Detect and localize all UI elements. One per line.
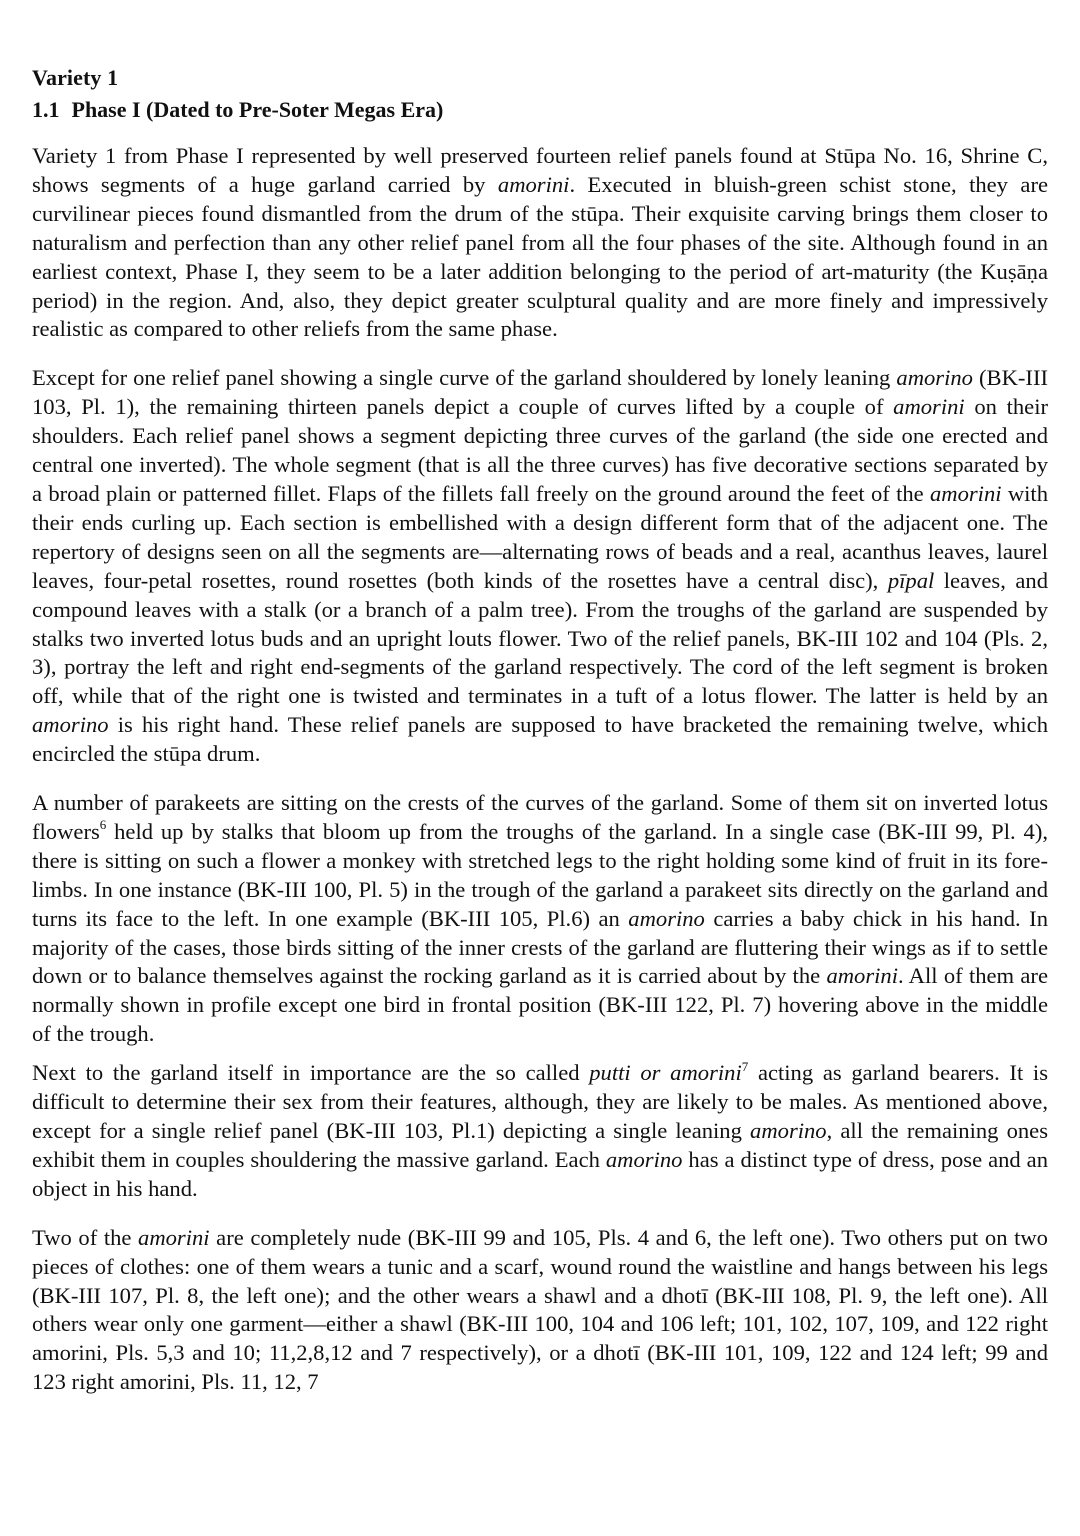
italic-term: putti or amorini [589, 1060, 742, 1086]
italic-term: amorino [750, 1118, 827, 1143]
italic-term: amorino [32, 712, 109, 738]
italic-term: amorini [929, 480, 1002, 506]
italic-term: amorini [826, 963, 898, 989]
paragraph-1: Variety 1 from Phase I represented by well preserved fourteen relief panels found at Stūpa No. 16, Shrine C, shows segments of a huge garland carried by amorini. Executed in bluish-green schist stone, they are curvilinear pieces found dismantled from the drum of the stūpa. Their exquisite carving brings them closer to naturalism and perfection than any other relief panel from all the four phases of the site. Although found in an earliest context, Phase I, they seem to be a later addition belonging to the period of art-maturity (the Kuṣāṇa period) in the region. And, also, they depict greater sculptural quality and are more finely and impressively realistic as compared to other reliefs from the same phase. [32, 143, 1048, 342]
paragraph-3: A number of parakeets are sitting on the crests of the curves of the garland. Some of them sit on inverted lotus flowers$^6$ held up by stalks that bloom up from the troughs of the garland. In a single case (BK-III 99, Pl. 4), there is sitting on such a flower a monkey with stretched legs to the right holding some kind of fruit in its fore-limbs. In one instance (BK-III 100, Pl. 5) in the trough of the garland a parakeet sits directly on the garland and turns its face to the left. In one example (BK-III 105, Pl.6) an amorino carries a baby chick in his hand. In majority of the cases, those birds sitting of the inner crests of the garland are fluttering their wings as if to settle down or to balance themselves against the rocking garland as it is carried about by the amorini. All of them are normally shown in profile except one bird in frontal position (BK-III 122, Pl. 7) hovering above in the middle of the trough. [32, 790, 1048, 1047]
paragraph-2: Except for one relief panel showing a single curve of the garland shouldered by lonely leaning amorino (BK-III 103, Pl. 1), the remaining thirteen panels depict a couple of curves lifted by a couple of amorini on their shoulders. Each relief panel shows a segment depicting three curves of the garland (the side one erected and central one inverted). The whole segment (that is all the three curves) has five decorative sections separated by a broad plain or patterned fillet. Flaps of the fillets fall freely on the ground around the feet of the amorini with their ends curling up. Each section is embellished with a design different form that of the adjacent one. The repertory of designs seen on all the segments are—alternating rows of beads and a real, acanthus leaves, laurel leaves, four-petal rosettes, round rosettes (both kinds of the rosettes have a central disc), pīpal leaves, and compound leaves with a stalk (or a branch of a palm tree). From the troughs of the garland are suspended by stalks two inverted lotus buds and an upright louts flower. Two of the relief panels, BK-III 102 and 104 (Pls. 2, 3), portray the left and right end-segments of the garland respectively. The cord of the left segment is broken off, while that of the right one is twisted and terminates in a tuft of a lotus flower. The latter is held by an amorino is his right hand. These relief panels are supposed to have bracketed the remaining twelve, which encircled the stūpa drum. [32, 365, 1049, 767]
section-number: 1.1 [32, 97, 60, 122]
variety-heading-text: Variety 1 [32, 65, 119, 90]
variety-heading [32, 62, 1048, 94]
phase-heading [32, 94, 1048, 126]
paragraph-4: Next to the garland itself in importance are the so called putti or amorini$^7$ acting as garland bearers. It is difficult to determine their sex from their features, although, they are likely to be males. As mentioned above, except for a single relief panel (BK-III 103, Pl.1) depicting a single leaning amorino, all the remaining ones exhibit them in couples shouldering the massive garland. Each amorino has a distinct type of dress, pose and an object in his hand. [32, 1058, 1049, 1201]
italic-term: amorini [138, 1224, 210, 1250]
italic-term: pīpal [887, 567, 935, 593]
italic-term: amorino [605, 1146, 683, 1172]
paragraph-5: Two of the amorini are completely nude (BK-III 99 and 105, Pls. 4 and 6, the left one). Two others put on two pieces of clothes: one of them wears a tunic and a scarf, wound round the waistline and hangs between his legs (BK-III 107, Pl. 8, the left one); and the other wears a shawl and a dhotī (BK-III 108, Pl. 9, the left one). All others wear only one garment—either a shawl (BK-III 100, 104 and 106 left; 101, 102, 107, 109, and 122 right amorini, Pls. 5,3 and 10; 11,2,8,12 and 7 respectively), or a dhotī (BK-III 101, 109, 122 and 124 left; 99 and 123 right amorini, Pls. 11, 12, 7 [32, 1224, 1048, 1395]
italic-term: amorino [628, 905, 705, 931]
italic-term: amorino [896, 365, 973, 391]
italic-term: amorini [893, 394, 965, 420]
footnote-ref-7: 7 [741, 1058, 749, 1074]
italic-term: amorini [497, 171, 570, 197]
document-page [32, 62, 1048, 1397]
phase-title: Phase I (Dated to Pre-Soter Megas Era) [71, 97, 444, 122]
footnote-ref-6: 6 [99, 817, 107, 833]
